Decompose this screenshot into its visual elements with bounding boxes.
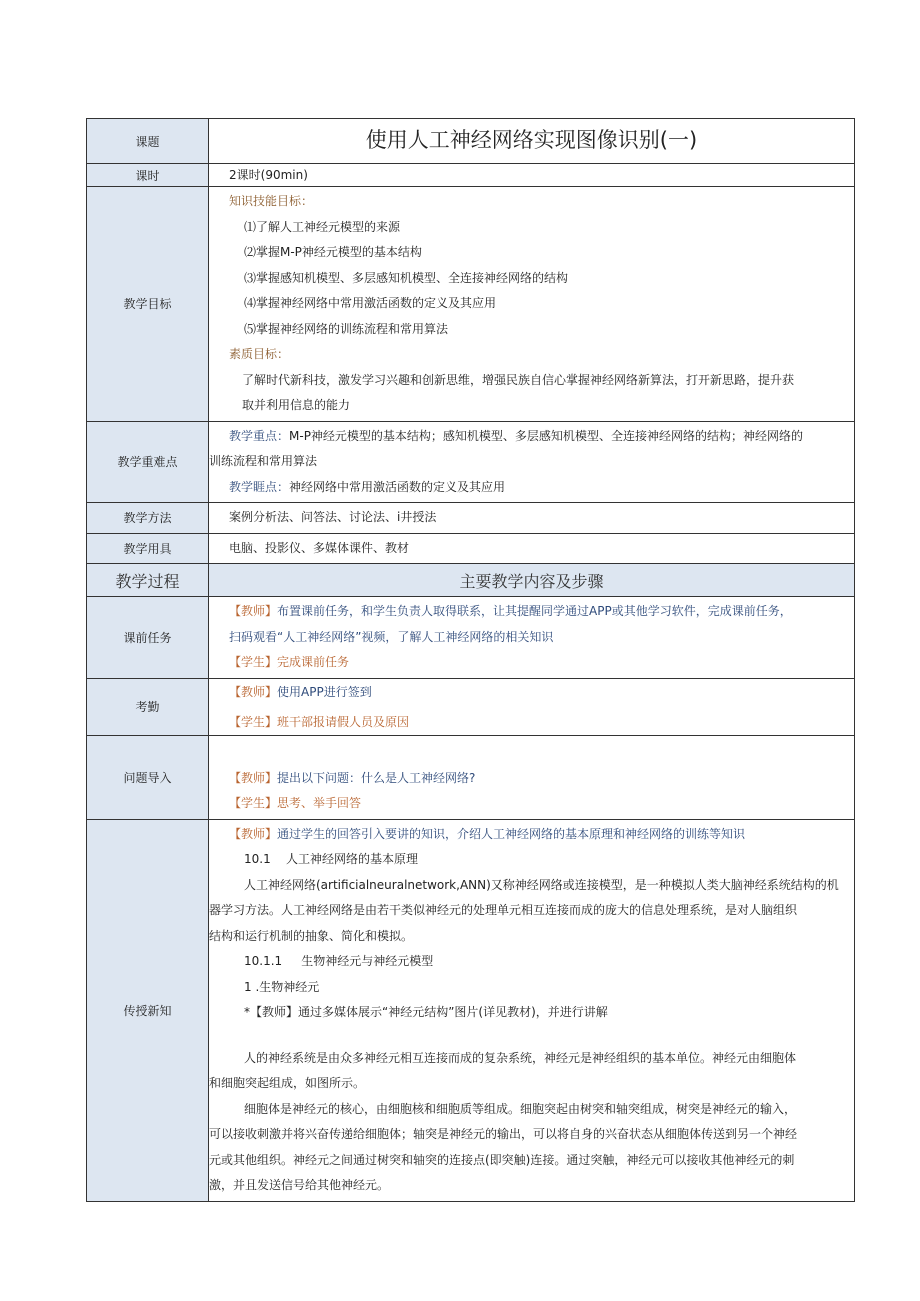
section-title: 人工神经网络的基本原理 bbox=[285, 852, 418, 866]
paragraph-line: 元或其他组织。神经元之间通过树突和轴突的连接点(即突触)连接。通过突触，神经元可以接收其他神经元的刺 bbox=[209, 1152, 795, 1167]
row-intro bbox=[87, 735, 855, 819]
intro-student-text: 思考、举手回答 bbox=[277, 796, 362, 810]
label-objectives: 教学目标 bbox=[87, 187, 209, 422]
pretask-teacher-text-cont: 扫码观看“人工神经网络”视频，了解人工神经网络的相关知识 bbox=[229, 629, 554, 644]
process-header-left: 教学过程 bbox=[87, 564, 209, 597]
teacher-tag: 【教师】 bbox=[229, 826, 278, 841]
label-topic: 课题 bbox=[87, 119, 209, 164]
attendance-student-text: 班干部报请假人员及原因 bbox=[277, 714, 410, 729]
knowledge-item: ⑸掌握神经网络的训练流程和常用算法 bbox=[244, 321, 449, 336]
row-tools bbox=[87, 533, 855, 564]
key-text-cont: 训练流程和常用算法 bbox=[209, 454, 318, 468]
methods-value: 案例分析法、问答法、讨论法、i井授法 bbox=[229, 510, 437, 524]
teach-teacher-text: 通过学生的回答引入要讲的知识，介绍人工神经网络的基本原理和神经网络的训练等知识 bbox=[277, 826, 746, 841]
paragraph-line: 人工神经网络(artificialneuralnetwork,ANN)又称神经网络或连接模型，是一种模拟人类大脑神经系统结构的机 bbox=[244, 877, 839, 892]
key-tag: 教学重点： bbox=[229, 428, 290, 443]
teacher-tag: 【教师】 bbox=[229, 604, 278, 618]
page-title: 使用人工神经网络实现图像识别(一) bbox=[209, 119, 855, 164]
knowledge-heading: 知识技能目标： bbox=[229, 194, 314, 208]
row-methods bbox=[87, 503, 855, 534]
pretask-teacher-text: 布置课前任务，和学生负责人取得联系，让其提醒同学通过APP或其他学习软件，完成课前任务， bbox=[277, 604, 792, 618]
row-teach bbox=[87, 819, 855, 1201]
key-text: M-P神经元模型的基本结构；感知机模型、多层感知机模型、全连接神经网络的结构；神经网络的 bbox=[289, 428, 803, 443]
quality-heading: 素质目标： bbox=[229, 347, 290, 361]
section-number: 10.1 bbox=[244, 852, 271, 866]
paragraph-line: 激，并且发送信号给其他神经元。 bbox=[209, 1178, 390, 1192]
knowledge-item: ⑴了解人工神经元模型的来源 bbox=[244, 219, 401, 234]
label-attendance: 考勤 bbox=[87, 678, 209, 735]
paragraph-line: 可以接收刺激并将兴奋传递给细胞体；轴突是神经元的输出，可以将自身的兴奋状态从细胞体传送到另一个神经 bbox=[209, 1127, 798, 1141]
intro-teacher-text: 提出以下问题：什么是人工神经网络? bbox=[277, 770, 476, 785]
label-pretask: 课前任务 bbox=[87, 597, 209, 679]
row-attendance bbox=[87, 678, 855, 735]
paragraph-line: 结构和运行机制的抽象、简化和模拟。 bbox=[209, 928, 414, 943]
knowledge-item: ⑵掌握M-P神经元模型的基本结构 bbox=[244, 245, 422, 259]
process-header-right: 主要教学内容及步骤 bbox=[209, 564, 855, 597]
subsection-number: 10.1.1 bbox=[244, 954, 283, 968]
lesson-plan-table bbox=[86, 118, 855, 1202]
quality-text-line: 了解时代新科技，激发学习兴趣和创新思维，增强民族自信心掌握神经网络新算法，打开新思路，提升获 bbox=[242, 372, 795, 387]
label-tools: 教学用具 bbox=[87, 533, 209, 564]
paragraph-line: 细胞体是神经元的核心，由细胞核和细胞质等组成。细胞突起由树突和轴突组成，树突是神经元的输入， bbox=[244, 1101, 797, 1116]
knowledge-item: ⑷掌握神经网络中常用激活函数的定义及其应用 bbox=[244, 296, 497, 310]
teacher-tag: 【教师】 bbox=[229, 684, 278, 699]
teacher-demo-line: *【教师】通过多媒体展示“神经元结构”图片(详见教材)，并进行讲解 bbox=[244, 1005, 608, 1019]
row-keypoints bbox=[87, 421, 855, 503]
subsection-title: 生物神经元与神经元模型 bbox=[301, 954, 434, 968]
list-item: 1 .生物神经元 bbox=[244, 979, 320, 994]
paragraph-line: 器学习方法。人工神经网络是由若干类似神经元的处理单元相互连接而成的庞大的信息处理系统，是对人脑组织 bbox=[209, 903, 798, 917]
quality-text-line: 取并利用信息的能力 bbox=[242, 398, 351, 412]
label-methods: 教学方法 bbox=[87, 503, 209, 534]
teacher-tag: 【教师】 bbox=[229, 770, 278, 785]
student-tag: 【学生】 bbox=[229, 655, 278, 669]
row-objectives bbox=[87, 187, 855, 422]
process-header-row bbox=[87, 564, 855, 597]
label-keypoints: 教学重难点 bbox=[87, 421, 209, 503]
pretask-student-text: 完成课前任务 bbox=[277, 655, 350, 669]
label-intro: 问题导入 bbox=[87, 735, 209, 819]
difficulty-tag: 教学睚点： bbox=[229, 479, 290, 494]
row-pretask bbox=[87, 597, 855, 679]
paragraph-line: 和细胞突起组成，如图所示。 bbox=[209, 1076, 366, 1090]
label-teach: 传授新知 bbox=[87, 819, 209, 1201]
student-tag: 【学生】 bbox=[229, 796, 278, 810]
label-hours: 课时 bbox=[87, 164, 209, 187]
paragraph-line: 人的神经系统是由众多神经元相互连接而成的复杂系统，神经元是神经组织的基本单位。神经元由细胞体 bbox=[244, 1050, 797, 1065]
student-tag: 【学生】 bbox=[229, 714, 278, 729]
row-topic bbox=[87, 119, 855, 164]
row-hours bbox=[87, 164, 855, 187]
tools-value: 电脑、投影仪、多媒体课件、教材 bbox=[229, 540, 410, 555]
knowledge-item: ⑶掌握感知机模型、多层感知机模型、全连接神经网络的结构 bbox=[244, 270, 569, 285]
difficulty-text: 神经网络中常用激活函数的定义及其应用 bbox=[289, 479, 506, 494]
hours-value: 2课时(90min) bbox=[229, 168, 308, 182]
attendance-teacher-text: 使用APP进行签到 bbox=[277, 684, 372, 699]
